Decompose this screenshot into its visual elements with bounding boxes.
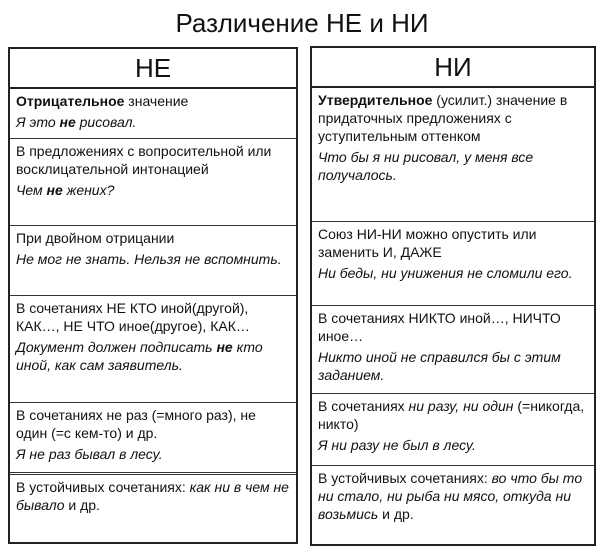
rule-text: В предложениях с вопросительной или восклицательной интонацией bbox=[16, 143, 272, 177]
rule-text: В сочетаниях НЕ КТО иной(другой), КАК…, НЕ ЧТО иное(другое), КАК… bbox=[16, 300, 250, 334]
ne-rule-ne-kto-inoy bbox=[10, 296, 296, 403]
example-text: Что бы я ни рисовал, у меня все получалось. bbox=[318, 149, 534, 183]
rule-text bbox=[318, 397, 588, 433]
example-text: Ни беды, ни унижения не сломили его. bbox=[318, 265, 573, 281]
rule-keyword: Утвердительное bbox=[318, 92, 433, 108]
example-particle: не bbox=[216, 339, 233, 355]
ni-rule-ni-ni-conjunction bbox=[312, 222, 594, 306]
rule-part: (=никогда, никто) bbox=[318, 398, 585, 432]
rule-text bbox=[16, 92, 290, 110]
rule-part: и др. bbox=[64, 497, 100, 513]
rule-text bbox=[318, 469, 588, 523]
example-text bbox=[16, 113, 290, 131]
example-part: кто иной, как сам заявитель. bbox=[16, 339, 263, 373]
example-particle: не bbox=[59, 114, 76, 130]
example-part: Я это bbox=[16, 114, 60, 130]
rule-part: В сочетаниях bbox=[318, 398, 409, 414]
rule-text bbox=[16, 478, 290, 514]
example-part: жених? bbox=[62, 182, 115, 198]
example-text: Не мог не знать. Нельзя не вспомнить. bbox=[16, 251, 282, 267]
rule-keyword: Отрицательное bbox=[16, 93, 125, 109]
ne-column bbox=[8, 47, 298, 544]
rule-text: Союз НИ-НИ можно опустить или заменить И, ДАЖЕ bbox=[318, 226, 537, 260]
example-text: Я не раз бывал в лесу. bbox=[16, 446, 163, 462]
rule-example-phrase: как ни в чем не бывало bbox=[16, 479, 289, 513]
rule-part: и др. bbox=[378, 506, 414, 522]
example-part: Документ должен подписать bbox=[16, 339, 217, 355]
rule-rest: значение bbox=[124, 93, 189, 109]
rule-text: В сочетаниях НИКТО иной…, НИЧТО иное… bbox=[318, 310, 561, 344]
rule-text: В сочетаниях не раз (=много раз), не один (=с кем-то) и др. bbox=[16, 407, 256, 441]
example-part: рисовал. bbox=[75, 114, 137, 130]
ne-column-header: НЕ bbox=[10, 49, 296, 89]
example-text bbox=[16, 338, 290, 374]
rule-example-phrase: во что бы то ни стало, ни рыба ни мясо, откуда ни возьмись bbox=[318, 470, 583, 522]
ne-rule-negative-meaning bbox=[10, 89, 296, 139]
ni-column bbox=[310, 46, 596, 546]
rule-text bbox=[318, 91, 588, 145]
ni-rule-ni-razu bbox=[312, 394, 594, 466]
ne-rule-double-negation bbox=[10, 226, 296, 296]
ne-rule-set-phrases bbox=[10, 475, 296, 540]
example-particle: не bbox=[46, 182, 63, 198]
rule-part: В устойчивых сочетаниях: bbox=[16, 479, 190, 495]
rule-text: При двойном отрицании bbox=[16, 230, 175, 246]
page-title: Различение НЕ и НИ bbox=[175, 8, 429, 38]
ne-rule-ne-raz bbox=[10, 403, 296, 475]
ne-rule-question-exclamation bbox=[10, 139, 296, 226]
rule-example-phrase: ни разу, ни один bbox=[408, 398, 514, 414]
rule-part: В устойчивых сочетаниях: bbox=[318, 470, 492, 486]
ni-rule-nikto-inoy bbox=[312, 306, 594, 394]
example-text bbox=[16, 181, 290, 199]
example-part: Чем bbox=[16, 182, 47, 198]
ni-rule-set-phrases bbox=[312, 466, 594, 540]
ni-column-header: НИ bbox=[312, 48, 594, 88]
example-text: Я ни разу не был в лесу. bbox=[318, 437, 476, 453]
rule-rest: (усилит.) значение в придаточных предложениях с уступительным оттенком bbox=[318, 92, 568, 144]
ni-rule-affirmative-meaning bbox=[312, 88, 594, 222]
example-text: Никто иной не справился бы с этим заданием. bbox=[318, 349, 561, 383]
